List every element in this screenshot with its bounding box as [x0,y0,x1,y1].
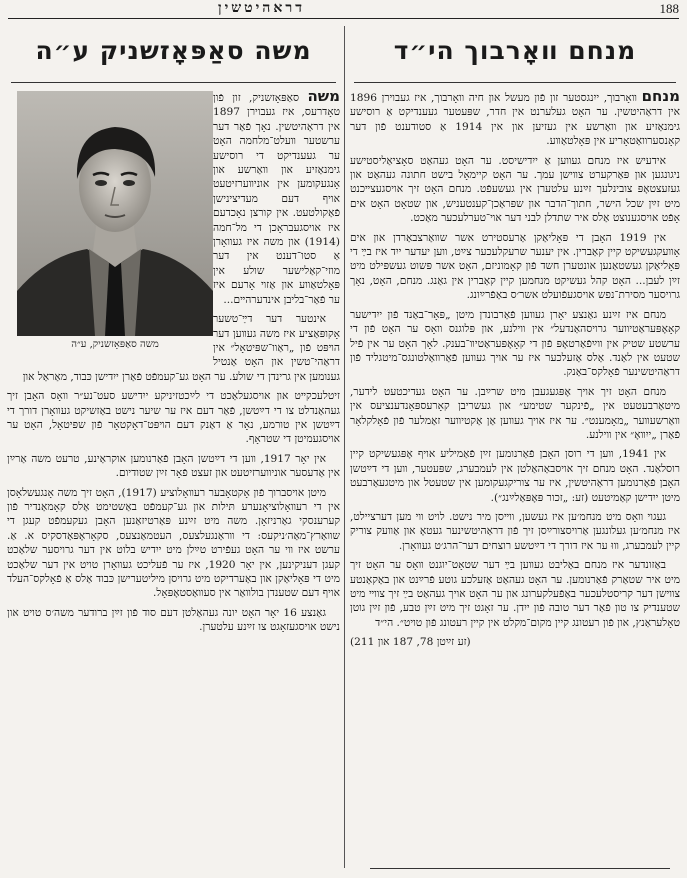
left-title-rule [11,82,336,83]
right-paragraph: אין 1941, װען די רוסן האָבן פֿאַרנומען זײַן פֿאַמיליע אויף אָפּגעשיקט קיין רוסלאַנד. האָט מנחם זיך אויסבאַהאַלטן אין לעמבערג, שפּעטער, װען די דײַטשן האָבן פֿאַרנומען דראַהיטשין, איז ער צוריקגעקומען אין שטעטל און מיטגעאַרבעט מיטן ייִדישן קאַמיטעט (זע: „זכור פּאָפּאַלײַנג״). [350,448,680,504]
right-title-rule [354,82,676,83]
left-paragraph: אינטער דער דײַ־טשער אָקופּאַציע איז משה געװען דער הױפּט פֿון „ראַװ־שפּיטאָל״ אין דראַהי־טשין און האָט אַנטיל גענומען אין גרינדן די שולע. ער האָט גע־קעמפֿט פֿאַרן ייִדישן כּבוד, מאַראַל און [22,313,340,383]
header-rule [8,18,679,19]
running-title: דראהיטשין [218,0,305,16]
left-article-title: משה סאַפּאָזשניק ע״ה [35,36,312,65]
right-paragraph: מנחם װאָרבוך, ייִנגסטער זון פֿון מעשל און חיה װאָרבוך, איז געבוירן 1896 אין דראַהיטשין. ער האָט געלערנט אין חדר, שפּעטער געענדיקט אַ רוסישע גימנאַזיע און װאַרשע אין געזיען און אין 1914 אַ סטודענט פֿון דער קאָנסערװאַטאָריע אין פּאָלטאַװע. [350,87,680,148]
left-paragraph: משה סאַפּאָזשניק, זון פֿון טאָדרעס, איז געבוירן 1897 אין דראַהיטשין. נאָך פֿאַר דער ערשטער װעלט־מלחמה האָט ער געענדיקט די רוסישע גימנאַזיע און װאַרשע און אָנגעקומען אין אוניװערזיטעט אויף דעם מעדיצינישן פֿאַקולטעט. אין קורצן נאָכדעם איז אויסגעבראָכן די מל־חמה (1914) און משה איז געװאָרן אַ סטו־דענט אין דער מוזי־קאַלישער שולע אין פּאָלטאַװע און אַזױ אָרעם איז ער פֿאַר־בליבן אינדערהײם... [213,87,340,306]
right-paragraph: אידעיש איז מנחם געװען אַ ייִדישיסט. ער האָט געהאַט סאָציאַליסטישע ניגונגען און פּאַרקערט צװישן עמך. ער האָט קיימאָל בישט חתונה געהאַט און געזעצטאָפּ צובינלעך זײַנע עלטערן אין געשעפֿט. מנחם האָט זיך אויסגעצײכנט מיט זײַן שכל הישר, חתוך־הדבר און שפּראַכן־קענטעניש, און שטאָט האָט אים אָפֿט אויסגענוצט אַלס איר שתדלן לבני דער אױ־טערלעכער מאַכט. [350,154,680,225]
right-paragraph: געגוי װאָס מיט מנחמ׳ען איז געשען, װײסן מיר נישט. לויט װי מען דערציילט, איז מנחמ׳ען געלונגען אַרויסצורײַסן זיך פֿון דראַהיטשינער געטאָ און אַװעק צוריק קיין לעמבערג, װוּ ער איז דורך די דײַטשע רוצחים דער־הרג׳ט געװאָרן. [350,510,680,552]
portrait-figure [17,91,213,350]
right-article-title: מנחם װאָרבוך הי״ד [393,36,637,65]
page-number: 188 [659,1,679,16]
right-paragraph: באַזונדער איז מנחם באַליבט געװען בײַ דער שטאָט־יוגנט װאָס ער האָט זיך מיט איר שטאַרק פֿאַרנומען. ער האָט געהאַט אַזעלכע גוטע פֿרײַנט און באַקאַנטע צװישן דער קריסטלעכער באַפֿעלקערונג און ער האָט אויך געהאַט בײַ זיך צװײ מיט שטענדיק צו טון פֿאַר דער טובה פֿון ייִדן. ער זאָגט זיך מיט זײַן טבע, פֿון זײַן גוטן טאָלעראַנץ, און פֿון רעטונג קיין מקום־מקלט אין קיין רעטונג פֿון טויט״. הי״ד [350,559,680,629]
right-article [350,26,680,648]
column-divider [344,26,345,868]
left-paragraph: גאַנצע 16 יאָר האָט יונה געהאַלטן דעם סוד פֿון זײַן ברודער משה׳ס טויט און נישט אויסגעזאָגט צו זײַנע עלטערן. [7,606,340,634]
left-paragraph: מיטן אויסברוך פֿון אָקטאָבער רעװאָלוציע (1917), האָט זיך משה אָנגעשלאָסן אין די רעװאָלוציאָנערע תּילות און גע־קעמפֿט באַשטימט אַלס קאָמאַנדיר פֿון קערענסקי גאַרניזאָן. משה מיט זײַנע פּאַרטיזאַנען האָבן געקעמפֿט קעגן די שװאַרץ־מאַה׳ניקעס: די װראַנגעלצעס, העטמאַנצעס, סקאָראָפּאַדסקיס א. אַ. ערשט איז װי ער האָט געפֿירט טײַלן מיט ייִדיש בלוט אין דער גרויסער שלאַכט קעגן דעניקינען, אין יאָר 1920, איז ער פֿעליכט געװאָרן טויט אין דער שלאַכט מיט די פּאָליאַקן און באַערדיקט מיט גרויסן מיליטערישן כּבוד אַלס אַ פֿאָלקס־העלד אויף דעם שטענדן בולװאַר אין סעװאַסטאָפּאָל. [7,486,340,600]
left-paragraph: אין יאָר 1917, װען די דײַטשן האָבן פֿאַרנומען אוקראַינע, טרעט משה אַרײַן אין אַדעסער אוניװערזיטעט און זעצט פֿאָר זײַן שטודיום. [7,452,340,480]
end-rule [370,868,670,869]
source-note: (זע זײַטן 78, 187 און 211) [350,636,471,649]
right-lead-word: מנחם [641,87,680,105]
right-paragraph: מנחם איז זײַנע גאַנצע יאָרן געװען פֿאַרבונדן מיטן „פּאָר־באַנד פֿון ייִדישער קאָאָפּעראַטיװער גרויסהאַנדעל״ אין װילנע, און פּלוגנס װאָס ער האָט פֿון די ערשטע שטיק אין װײַפֿאַרטאָפּ פֿון די קאָאָפּעראַטיװ־בענק. לאָך האָט ער אין פֿיל שטעט אין לאַנד. אַלס אַזעלכער איז ער אויך געװען פֿאַרװאַלטונגס־מיטגליד פֿון דראַהיטשינער פֿאָלקס־באַנק. [350,308,680,379]
page-header [8,0,679,20]
right-paragraph: מנחם האָט זיך אויך אָפּגעגעבן מיט שרײַבן. ער האָט געדיכטעט לידער, מיטאַרבעטעט אין „פֿינקער שטימע״ און געשריבן קאָרעספּאָנדענציעס אין װאַרשעװער „מאָמענט״. ער איז אויך געװען אַן אַקטיװער זאַמלער פֿון פֿאָלקלאָר פֿאַרן „ייִװאָ״ אין װילנע. [350,385,680,441]
left-lead-word: משה [307,87,340,105]
right-paragraph: אין 1919 האָבן די פּאָליאַקן אַרעסטירט אשר שװאַרצבאַרדן און אים אָװעקגעשיקט קיין קאַברין. אין יענער שרעקלעכער צײַט, װען יעדער ייִד איז בײַ די פּאָליאַקן געשטאַנען אונטערן חשד פֿון קאָמוניזם, האָט אשר פּשוט געשפּילט מיט זײַן לעבן... האָט קהל געשיקט מנחמען קיין קאַברין אין גאַנג. מנחם, האָט, נאָך גרויסער מסירת־נפש אויסגעפֿועלט אשר׳ס באַפֿרײַונג. [350,231,680,302]
photo-caption: משה סאַפּאָזשניק, ע״ה [71,339,159,350]
portrait-photo [17,91,213,336]
left-paragraph: זיטלעכקײט און אויסגעלאַכט די לײַכטזיניקע ייִדישע סעט־נע״ר װאָס האָבן זיך געהאַנדלט צו די דײַטשן, פֿאַר דעם איז ער שיער נישט באַזשיקט געװאָרן דורך די דײַטשן אין טורמע, נאָר אַ דאַנק דעם הױפּט־דאָקטאָר פֿון שפּיטאָל, האָט ער אויסגעמיטן די שטראָף. [7,390,340,446]
left-article [7,26,340,640]
